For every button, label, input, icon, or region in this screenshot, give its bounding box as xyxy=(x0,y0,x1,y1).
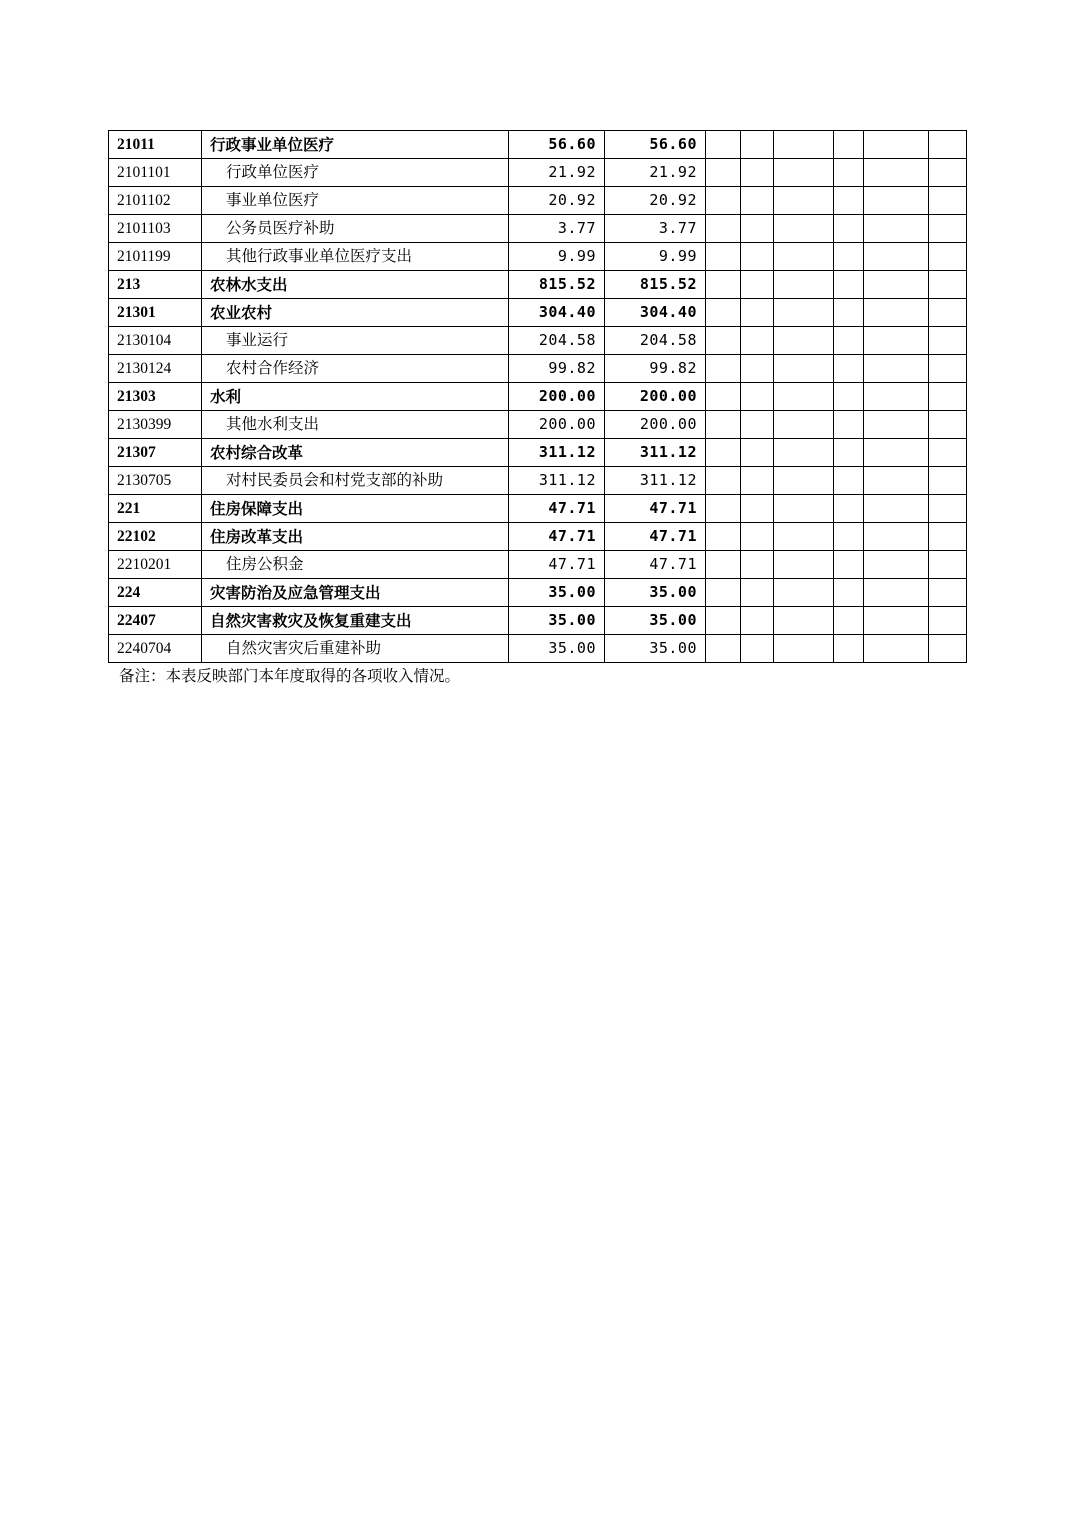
subject-code-cell: 22102 xyxy=(109,523,202,551)
empty-cell xyxy=(834,215,864,243)
total-amount-cell: 35.00 xyxy=(509,607,605,635)
empty-cell xyxy=(741,299,774,327)
subject-name-cell: 灾害防治及应急管理支出 xyxy=(202,579,509,607)
empty-cell xyxy=(741,131,774,159)
empty-cell xyxy=(706,495,741,523)
general-budget-cell: 47.71 xyxy=(605,495,706,523)
empty-cell xyxy=(774,579,834,607)
empty-cell xyxy=(706,607,741,635)
total-amount-cell: 200.00 xyxy=(509,411,605,439)
empty-cell xyxy=(741,439,774,467)
table-row xyxy=(109,215,967,243)
table-row xyxy=(109,607,967,635)
empty-cell xyxy=(774,523,834,551)
empty-cell xyxy=(834,383,864,411)
subject-name-cell: 行政事业单位医疗 xyxy=(202,131,509,159)
table-row xyxy=(109,635,967,663)
table-row xyxy=(109,355,967,383)
empty-cell xyxy=(834,131,864,159)
empty-cell xyxy=(741,271,774,299)
empty-cell xyxy=(834,579,864,607)
total-amount-cell: 204.58 xyxy=(509,327,605,355)
subject-code-cell: 21011 xyxy=(109,131,202,159)
empty-cell xyxy=(834,551,864,579)
subject-name-cell: 农林水支出 xyxy=(202,271,509,299)
empty-cell xyxy=(834,271,864,299)
total-amount-cell: 99.82 xyxy=(509,355,605,383)
empty-cell xyxy=(929,131,967,159)
empty-cell xyxy=(741,495,774,523)
empty-cell xyxy=(929,215,967,243)
empty-cell xyxy=(774,551,834,579)
table-row xyxy=(109,579,967,607)
total-amount-cell: 311.12 xyxy=(509,439,605,467)
subject-name-cell: 事业运行 xyxy=(202,327,509,355)
subject-name-cell: 水利 xyxy=(202,383,509,411)
empty-cell xyxy=(929,523,967,551)
total-amount-cell: 311.12 xyxy=(509,467,605,495)
subject-name-cell: 公务员医疗补助 xyxy=(202,215,509,243)
general-budget-cell: 311.12 xyxy=(605,467,706,495)
total-amount-cell: 35.00 xyxy=(509,579,605,607)
subject-name-cell: 事业单位医疗 xyxy=(202,187,509,215)
general-budget-cell: 815.52 xyxy=(605,271,706,299)
general-budget-cell: 35.00 xyxy=(605,607,706,635)
empty-cell xyxy=(864,215,929,243)
table-row xyxy=(109,187,967,215)
empty-cell xyxy=(864,131,929,159)
empty-cell xyxy=(864,467,929,495)
empty-cell xyxy=(774,383,834,411)
empty-cell xyxy=(706,355,741,383)
general-budget-cell: 3.77 xyxy=(605,215,706,243)
subject-code-cell: 213 xyxy=(109,271,202,299)
total-amount-cell: 3.77 xyxy=(509,215,605,243)
subject-name-cell: 住房公积金 xyxy=(202,551,509,579)
empty-cell xyxy=(774,131,834,159)
subject-code-cell: 224 xyxy=(109,579,202,607)
subject-name-cell: 自然灾害救灾及恢复重建支出 xyxy=(202,607,509,635)
general-budget-cell: 47.71 xyxy=(605,551,706,579)
general-budget-cell: 35.00 xyxy=(605,579,706,607)
empty-cell xyxy=(741,327,774,355)
empty-cell xyxy=(706,187,741,215)
subject-name-cell: 农村综合改革 xyxy=(202,439,509,467)
empty-cell xyxy=(929,243,967,271)
subject-name-cell: 行政单位医疗 xyxy=(202,159,509,187)
empty-cell xyxy=(741,355,774,383)
total-amount-cell: 47.71 xyxy=(509,523,605,551)
total-amount-cell: 47.71 xyxy=(509,551,605,579)
empty-cell xyxy=(741,523,774,551)
empty-cell xyxy=(706,271,741,299)
empty-cell xyxy=(929,271,967,299)
empty-cell xyxy=(929,355,967,383)
general-budget-cell: 56.60 xyxy=(605,131,706,159)
empty-cell xyxy=(741,635,774,663)
general-budget-cell: 200.00 xyxy=(605,411,706,439)
subject-code-cell: 21303 xyxy=(109,383,202,411)
subject-name-cell: 农业农村 xyxy=(202,299,509,327)
subject-code-cell: 2130399 xyxy=(109,411,202,439)
subject-name-cell: 住房保障支出 xyxy=(202,495,509,523)
empty-cell xyxy=(834,467,864,495)
total-amount-cell: 47.71 xyxy=(509,495,605,523)
subject-code-cell: 2130124 xyxy=(109,355,202,383)
empty-cell xyxy=(774,159,834,187)
table-row xyxy=(109,327,967,355)
empty-cell xyxy=(774,355,834,383)
subject-name-cell: 对村民委员会和村党支部的补助 xyxy=(202,467,509,495)
subject-name-cell: 住房改革支出 xyxy=(202,523,509,551)
empty-cell xyxy=(774,607,834,635)
subject-code-cell: 2101101 xyxy=(109,159,202,187)
table-row xyxy=(109,271,967,299)
empty-cell xyxy=(834,187,864,215)
empty-cell xyxy=(706,467,741,495)
general-budget-cell: 99.82 xyxy=(605,355,706,383)
empty-cell xyxy=(864,299,929,327)
empty-cell xyxy=(864,355,929,383)
empty-cell xyxy=(834,607,864,635)
table-note: 备注：本表反映部门本年度取得的各项收入情况。 xyxy=(119,667,461,685)
empty-cell xyxy=(929,635,967,663)
empty-cell xyxy=(706,131,741,159)
empty-cell xyxy=(834,243,864,271)
table-row xyxy=(109,467,967,495)
total-amount-cell: 56.60 xyxy=(509,131,605,159)
empty-cell xyxy=(929,159,967,187)
general-budget-cell: 21.92 xyxy=(605,159,706,187)
empty-cell xyxy=(929,383,967,411)
subject-code-cell: 2130705 xyxy=(109,467,202,495)
empty-cell xyxy=(774,327,834,355)
empty-cell xyxy=(706,551,741,579)
empty-cell xyxy=(774,635,834,663)
empty-cell xyxy=(834,635,864,663)
budget-table xyxy=(108,130,967,663)
empty-cell xyxy=(834,495,864,523)
table-body xyxy=(109,131,967,663)
empty-cell xyxy=(741,243,774,271)
empty-cell xyxy=(929,551,967,579)
empty-cell xyxy=(864,579,929,607)
empty-cell xyxy=(864,327,929,355)
subject-code-cell: 21307 xyxy=(109,439,202,467)
subject-code-cell: 2130104 xyxy=(109,327,202,355)
subject-code-cell: 22407 xyxy=(109,607,202,635)
empty-cell xyxy=(834,523,864,551)
total-amount-cell: 20.92 xyxy=(509,187,605,215)
general-budget-cell: 47.71 xyxy=(605,523,706,551)
empty-cell xyxy=(706,411,741,439)
empty-cell xyxy=(706,579,741,607)
table-row xyxy=(109,243,967,271)
empty-cell xyxy=(864,635,929,663)
empty-cell xyxy=(774,187,834,215)
empty-cell xyxy=(706,215,741,243)
empty-cell xyxy=(864,607,929,635)
empty-cell xyxy=(864,495,929,523)
empty-cell xyxy=(741,187,774,215)
empty-cell xyxy=(864,159,929,187)
empty-cell xyxy=(774,243,834,271)
total-amount-cell: 304.40 xyxy=(509,299,605,327)
empty-cell xyxy=(774,271,834,299)
empty-cell xyxy=(834,439,864,467)
subject-code-cell: 2101102 xyxy=(109,187,202,215)
general-budget-cell: 200.00 xyxy=(605,383,706,411)
table-row xyxy=(109,495,967,523)
subject-code-cell: 21301 xyxy=(109,299,202,327)
subject-name-cell: 其他行政事业单位医疗支出 xyxy=(202,243,509,271)
subject-code-cell: 2101199 xyxy=(109,243,202,271)
empty-cell xyxy=(774,411,834,439)
empty-cell xyxy=(741,467,774,495)
subject-code-cell: 221 xyxy=(109,495,202,523)
empty-cell xyxy=(706,439,741,467)
empty-cell xyxy=(706,383,741,411)
general-budget-cell: 35.00 xyxy=(605,635,706,663)
table-row xyxy=(109,159,967,187)
table-row xyxy=(109,131,967,159)
empty-cell xyxy=(929,495,967,523)
table-row xyxy=(109,551,967,579)
empty-cell xyxy=(741,607,774,635)
empty-cell xyxy=(929,467,967,495)
empty-cell xyxy=(929,327,967,355)
general-budget-cell: 9.99 xyxy=(605,243,706,271)
empty-cell xyxy=(774,215,834,243)
table-row xyxy=(109,523,967,551)
empty-cell xyxy=(929,579,967,607)
subject-name-cell: 自然灾害灾后重建补助 xyxy=(202,635,509,663)
empty-cell xyxy=(774,439,834,467)
empty-cell xyxy=(929,187,967,215)
empty-cell xyxy=(774,299,834,327)
empty-cell xyxy=(706,299,741,327)
empty-cell xyxy=(706,327,741,355)
total-amount-cell: 9.99 xyxy=(509,243,605,271)
empty-cell xyxy=(706,635,741,663)
empty-cell xyxy=(741,159,774,187)
general-budget-cell: 311.12 xyxy=(605,439,706,467)
empty-cell xyxy=(834,411,864,439)
total-amount-cell: 21.92 xyxy=(509,159,605,187)
empty-cell xyxy=(864,439,929,467)
general-budget-cell: 20.92 xyxy=(605,187,706,215)
empty-cell xyxy=(929,439,967,467)
empty-cell xyxy=(864,187,929,215)
empty-cell xyxy=(741,215,774,243)
subject-code-cell: 2210201 xyxy=(109,551,202,579)
total-amount-cell: 200.00 xyxy=(509,383,605,411)
empty-cell xyxy=(864,551,929,579)
table-row xyxy=(109,411,967,439)
empty-cell xyxy=(834,159,864,187)
empty-cell xyxy=(864,411,929,439)
subject-name-cell: 其他水利支出 xyxy=(202,411,509,439)
table-row xyxy=(109,383,967,411)
general-budget-cell: 304.40 xyxy=(605,299,706,327)
empty-cell xyxy=(774,467,834,495)
subject-code-cell: 2101103 xyxy=(109,215,202,243)
subject-name-cell: 农村合作经济 xyxy=(202,355,509,383)
empty-cell xyxy=(774,495,834,523)
empty-cell xyxy=(834,355,864,383)
empty-cell xyxy=(929,411,967,439)
empty-cell xyxy=(834,299,864,327)
empty-cell xyxy=(864,523,929,551)
empty-cell xyxy=(706,159,741,187)
empty-cell xyxy=(706,243,741,271)
general-budget-cell: 204.58 xyxy=(605,327,706,355)
total-amount-cell: 35.00 xyxy=(509,635,605,663)
empty-cell xyxy=(741,411,774,439)
empty-cell xyxy=(864,383,929,411)
empty-cell xyxy=(741,579,774,607)
empty-cell xyxy=(864,243,929,271)
empty-cell xyxy=(741,551,774,579)
empty-cell xyxy=(929,607,967,635)
table-row xyxy=(109,439,967,467)
subject-code-cell: 2240704 xyxy=(109,635,202,663)
empty-cell xyxy=(706,523,741,551)
total-amount-cell: 815.52 xyxy=(509,271,605,299)
empty-cell xyxy=(929,299,967,327)
empty-cell xyxy=(741,383,774,411)
empty-cell xyxy=(834,327,864,355)
empty-cell xyxy=(864,271,929,299)
table-row xyxy=(109,299,967,327)
